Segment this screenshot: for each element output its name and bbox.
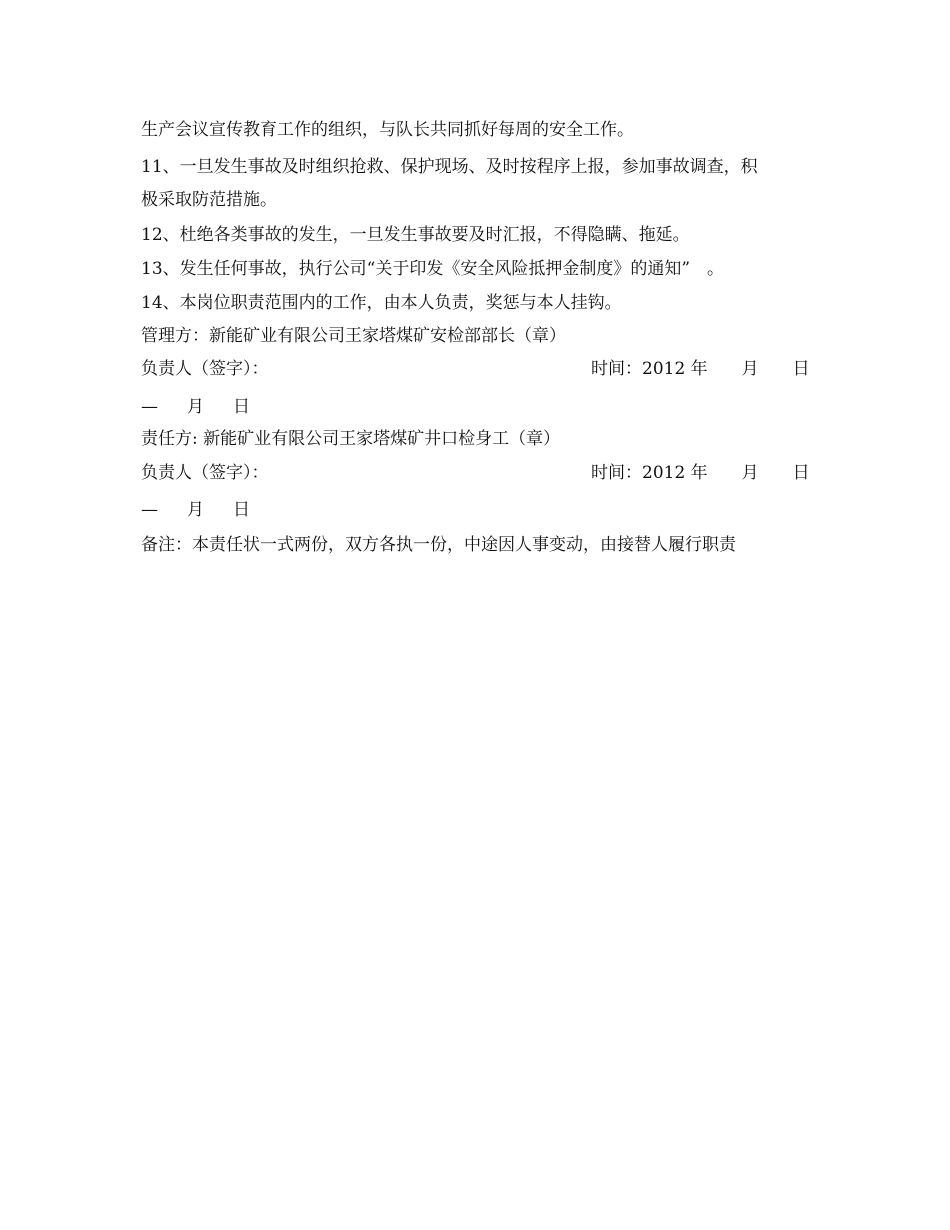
signatory-label: 负责人（签字）：: [141, 463, 269, 483]
text-line-item-13: 13、发生任何事故，执行公司“关于印发《安全风险抵押金制度》的通知” 。: [141, 259, 725, 279]
responsible-party-line: 责任方: 新能矿业有限公司王家塔煤矿井口检身工（章）: [141, 429, 561, 449]
day-label: 日: [792, 359, 810, 379]
date-line-1: [141, 396, 811, 418]
signature-line-2: [141, 462, 811, 484]
date-line-2: [141, 499, 811, 521]
text-line-item-11-cont: 极采取防范措施。: [141, 190, 277, 210]
note-line: 备注：本责任状一式两份，双方各执一份，中途因人事变动，由接替人履行职责: [141, 535, 736, 555]
signature-date: [591, 358, 811, 380]
day-label: 日: [792, 463, 810, 483]
day-label: 日: [233, 500, 250, 520]
month-label: 月: [741, 463, 759, 483]
text-line-item-11: 11、一旦发生事故及时组织抢救、保护现场、及时按程序上报，参加事故调查，积: [141, 157, 758, 177]
text-line-item-12: 12、杜绝各类事故的发生，一旦发生事故要及时汇报，不得隐瞒、拖延。: [141, 225, 690, 245]
signature-line-1: [141, 358, 811, 380]
day-label: 日: [233, 397, 250, 417]
dash-mark: —: [141, 500, 158, 520]
month-label: 月: [187, 397, 204, 417]
text-line-1: 生产会议宣传教育工作的组织，与队长共同抓好每周的安全工作。: [141, 120, 634, 140]
month-label: 月: [187, 500, 204, 520]
month-label: 月: [741, 359, 759, 379]
signature-date: [591, 462, 811, 484]
time-label: 时间：2012 年: [591, 359, 708, 379]
dash-mark: —: [141, 397, 158, 417]
time-label: 时间：2012 年: [591, 463, 708, 483]
signatory-label: 负责人（签字）：: [141, 359, 269, 379]
management-party-line: 管理方：新能矿业有限公司王家塔煤矿安检部部长（章）: [141, 326, 566, 346]
text-line-item-14: 14、本岗位职责范围内的工作，由本人负责，奖惩与本人挂钩。: [141, 293, 622, 313]
